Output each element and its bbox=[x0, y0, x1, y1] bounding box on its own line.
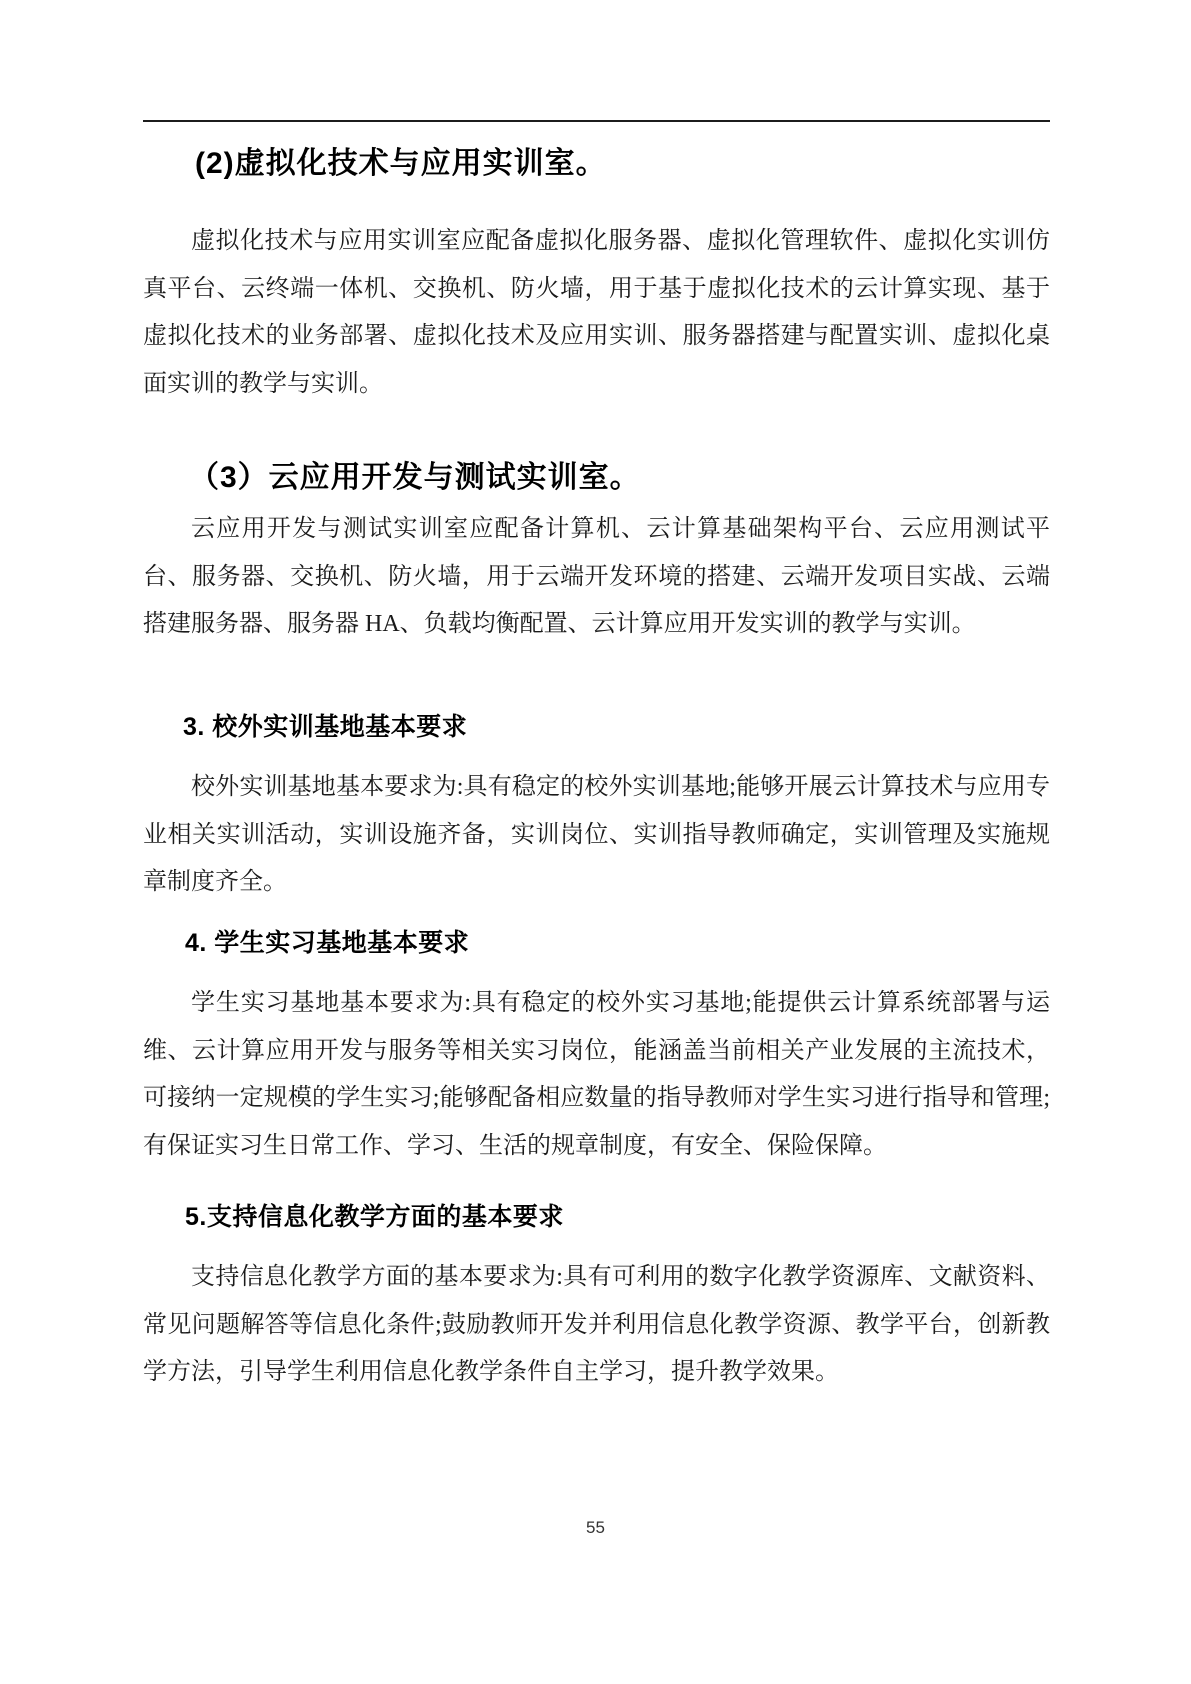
paragraph-informatization-teaching: 支持信息化教学方面的基本要求为:具有可利用的数字化教学资源库、文献资料、常见问题解答等信息化条件;鼓励教师开发并利用信息化教学资源、教学平台，创新教学方法，引导学生利用信息化教学条件自主学习，提升教学效果。 bbox=[143, 1264, 1050, 1385]
paragraph-virtualization-lab: 虚拟化技术与应用实训室应配备虚拟化服务器、虚拟化管理软件、虚拟化实训仿真平台、云终端一体机、交换机、防火墙，用于基于虚拟化技术的云计算实现、基于虚拟化技术的业务部署、虚拟化技术及应用实训、服务器搭建与配置实训、虚拟化桌面实训的教学与实训。 bbox=[143, 228, 1050, 397]
paragraph-cloud-app-lab: 云应用开发与测试实训室应配备计算机、云计算基础架构平台、云应用测试平台、服务器、交换机、防火墙，用于云端开发环境的搭建、云端开发项目实战、云端搭建服务器、服务器 HA、负载均衡配置、云计算应用开发实训的教学与实训。 bbox=[143, 516, 1050, 637]
heading-virtualization-lab: (2)虚拟化技术与应用实训室。 bbox=[195, 147, 607, 180]
paragraph-offcampus-training-base: 校外实训基地基本要求为:具有稳定的校外实训基地;能够开展云计算技术与应用专业相关实训活动，实训设施齐备，实训岗位、实训指导教师确定，实训管理及实施规章制度齐全。 bbox=[143, 774, 1050, 895]
heading-offcampus-training-base: 3. 校外实训基地基本要求 bbox=[183, 713, 468, 741]
header-divider-line bbox=[143, 120, 1050, 122]
heading-cloud-app-lab: （3）云应用开发与测试实训室。 bbox=[189, 461, 641, 494]
heading-student-internship-base: 4. 学生实习基地基本要求 bbox=[185, 929, 470, 957]
heading-informatization-teaching: 5.支持信息化教学方面的基本要求 bbox=[185, 1203, 564, 1231]
page-number: 55 bbox=[586, 1518, 605, 1537]
paragraph-student-internship-base: 学生实习基地基本要求为:具有稳定的校外实习基地;能提供云计算系统部署与运维、云计算应用开发与服务等相关实习岗位，能涵盖当前相关产业发展的主流技术，可接纳一定规模的学生实习;能够配备相应数量的指导教师对学生实习进行指导和管理;有保证实习生日常工作、学习、生活的规章制度，有安全、保险保障。 bbox=[143, 990, 1050, 1159]
